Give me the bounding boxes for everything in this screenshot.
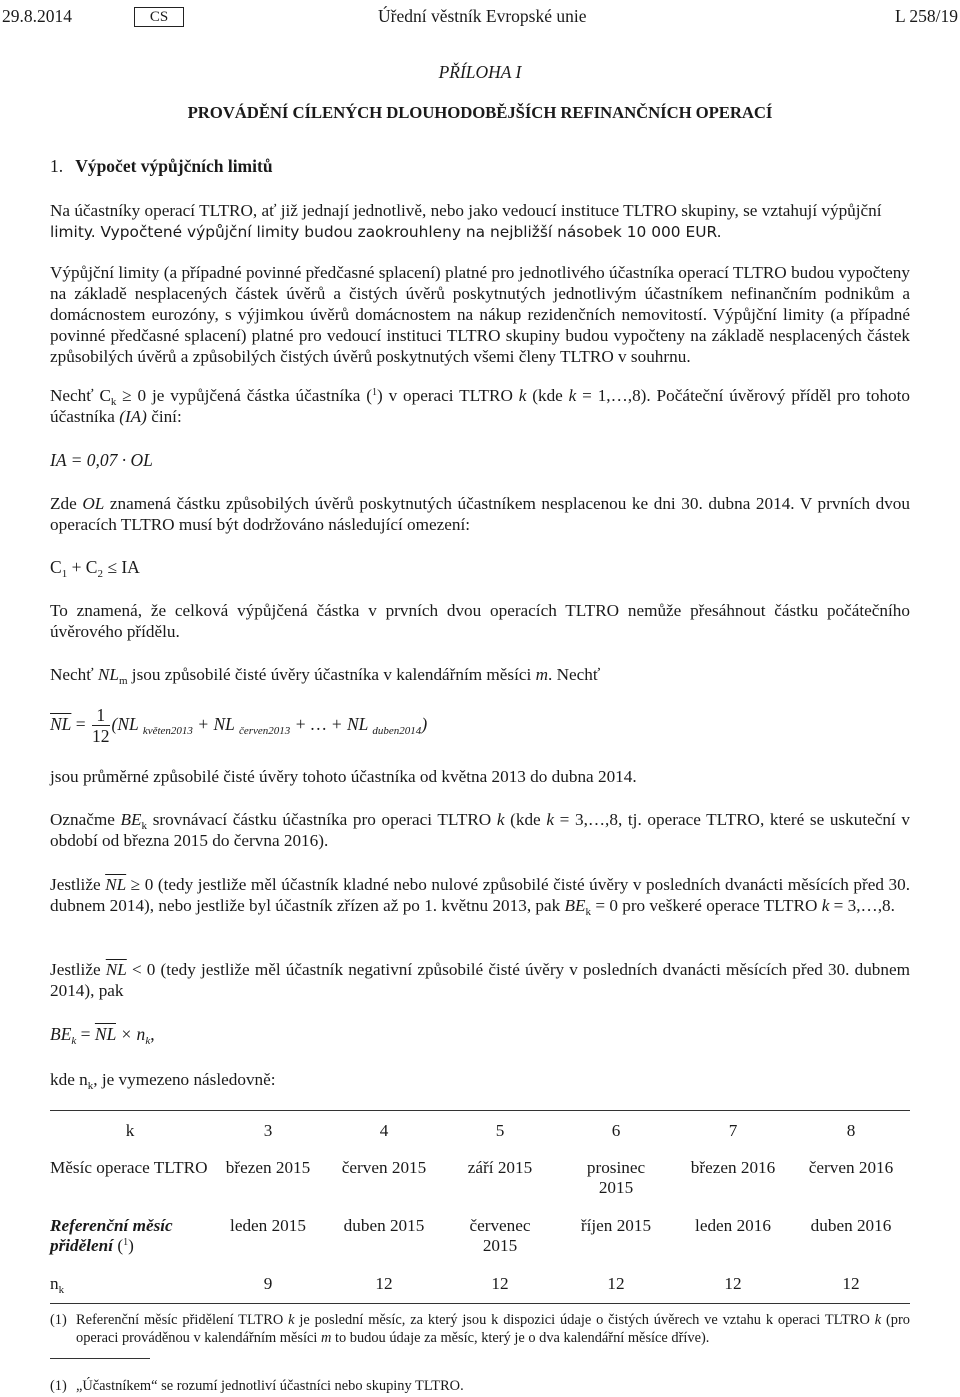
- text-run: (kde: [504, 810, 547, 829]
- fraction: [92, 706, 110, 746]
- annex-label: PŘÍLOHA I: [438, 62, 522, 82]
- reference-month-cell: leden 2016: [695, 1216, 771, 1235]
- text-run: Referenční měsíc přidělení TLTRO: [76, 1312, 289, 1328]
- operation-month-cell: září 2015: [467, 1158, 533, 1177]
- footnote-ref[interactable]: 1: [123, 1237, 129, 1248]
- text-run: + NL: [192, 714, 239, 735]
- text-run: = 0 pro veškeré operace TLTRO: [591, 896, 822, 915]
- text-run: < 0 (tedy jestliže měl účastník negativní způsobilé čisté úvěry v posledních dvanácti měsících před 30. dubnem 2014), pak: [50, 960, 910, 1000]
- text-run: =: [76, 1024, 95, 1044]
- equation-constraint: [50, 557, 140, 578]
- paragraph-3: [50, 385, 910, 427]
- table-footnote: [50, 1311, 910, 1347]
- text-run: ≤ IA: [102, 557, 140, 577]
- text-run: znamená částku způsobilých úvěrů poskytnutých účastníkem nesplacenou ke dni 30. dubna 2014. V prvních dvou operacích TLTRO musí být dodržováno následující omezení:: [50, 494, 910, 534]
- text-run: je poslední měsíc, za který jsou k dispozici údaje o čistých úvěrech ve vztahu k operaci TLTRO: [294, 1312, 875, 1328]
- language-badge: CS: [134, 7, 184, 27]
- subscript: k: [58, 1284, 65, 1296]
- text-run: ): [421, 714, 428, 735]
- footnote-ref[interactable]: 1: [372, 387, 377, 398]
- paragraph-1-line-1: Na účastníky operací TLTRO, ať již jednají jednotlivě, nebo jako vedoucí instituce TLTRO skupiny, se vztahují výpůjční: [50, 201, 882, 220]
- k-cell: 3: [263, 1121, 273, 1140]
- nk-cell: 12: [491, 1274, 509, 1293]
- paragraph-10: [50, 959, 910, 1001]
- subscript: k: [71, 1035, 77, 1047]
- equation-average-net-lending: [50, 706, 427, 746]
- nk-label-text: n: [50, 1274, 59, 1293]
- subscript: m: [118, 675, 128, 687]
- subscript: k: [110, 396, 117, 408]
- footnote-mark: (1): [50, 1378, 67, 1394]
- text-run: ,: [150, 1024, 155, 1044]
- text-run: (kde: [526, 386, 569, 405]
- equation-benchmark: [50, 1024, 155, 1045]
- nk-cell: 12: [724, 1274, 742, 1293]
- k-cell: 5: [495, 1121, 505, 1140]
- numerator: 1: [92, 706, 110, 726]
- nk-cell: 9: [263, 1274, 273, 1293]
- reference-month-cell: duben 2015: [343, 1216, 425, 1235]
- subscript: červen2013: [238, 725, 291, 738]
- k-cell: 6: [611, 1121, 621, 1140]
- reference-month-cell: červenec 2015: [469, 1216, 531, 1255]
- paragraph-1: [50, 200, 910, 243]
- paragraph-2: Výpůjční limity (a případné povinné předčasné splacení) platné pro jednotlivého účastníka operací TLTRO budou vypočteny na základě nesplacených částek úvěrů a čistých úvěrů poskytnutých jednotlivým účastníkem nefinančním podnikům a domácnostem eurozóny, s výjimkou úvěrů domácnostem na nákup rezidenčních nemovitostí. Výpůjční limity (a případné povinné předčasné splacení) platné pro vedoucí instituci TLTRO skupiny budou vypočteny na základě nesplacených částek způsobilých úvěrů a způsobilých čistých úvěrů poskytnutých všemi členy TLTRO v souhrnu.: [50, 263, 910, 366]
- publication-date: 29.8.2014: [2, 6, 72, 26]
- nk-label: [50, 1274, 210, 1310]
- footnote-mark: (1): [50, 1312, 67, 1328]
- operation-month-label: Měsíc operace TLTRO: [50, 1158, 208, 1177]
- variable: BE: [120, 810, 142, 829]
- paragraph-5: To znamená, že celková výpůjčená částka v prvních dvou operacích TLTRO nemůže přesáhnout částku počátečního úvěrového přídělu.: [50, 601, 910, 641]
- page-footnote: [50, 1377, 910, 1395]
- text-run: Zde: [50, 494, 83, 513]
- text-run: C: [50, 557, 62, 577]
- variable: k: [496, 810, 505, 829]
- subscript: květen2013: [142, 725, 193, 738]
- variable: k: [568, 386, 577, 405]
- paragraph-6: [50, 664, 910, 685]
- variable: NL: [97, 665, 119, 684]
- variable: k: [288, 1312, 295, 1328]
- text-run: Nechť C: [50, 386, 111, 405]
- variable: k: [821, 896, 830, 915]
- paragraph-7: jsou průměrné způsobilé čisté úvěry tohoto účastníka od května 2013 do dubna 2014.: [50, 767, 637, 786]
- variable: m: [320, 1330, 332, 1346]
- text-run: Jestliže: [50, 875, 106, 894]
- operation-month-cell: červen 2016: [808, 1158, 894, 1177]
- operation-month-cell: červen 2015: [341, 1158, 427, 1177]
- text-run: Nechť: [50, 665, 98, 684]
- text-run: =: [71, 714, 91, 735]
- k-cell: 8: [846, 1121, 856, 1140]
- subscript: k: [141, 820, 148, 832]
- subscript: k: [585, 906, 592, 918]
- table-row-nk: [50, 1274, 910, 1310]
- page-footnote-text: „Účastníkem“ se rozumí jednotliví účastníci nebo skupiny TLTRO.: [76, 1378, 464, 1394]
- variable: $\overline{NL}$: [94, 1024, 116, 1044]
- variable: BE: [50, 1024, 72, 1044]
- operation-month-cell: březen 2016: [690, 1158, 776, 1177]
- paragraph-11: [50, 1069, 910, 1090]
- journal-title: Úřední věstník Evropské unie: [378, 6, 587, 26]
- variable: (IA): [119, 407, 147, 426]
- operation-month-cell: prosinec 2015: [586, 1158, 646, 1197]
- reference-month-label-text: Referenční měsíc přidělení: [50, 1216, 173, 1255]
- variable: $\overline{NL}$: [50, 714, 72, 735]
- text-run: ) v operaci TLTRO: [377, 386, 519, 405]
- text-run: = 3,…,8.: [829, 896, 895, 915]
- text-run: Označme: [50, 810, 121, 829]
- subscript: 1: [61, 568, 68, 580]
- denominator: 12: [92, 726, 110, 746]
- table-bottom-rule: [50, 1303, 910, 1304]
- variable: k: [546, 810, 554, 829]
- text-run: . Nechť: [548, 665, 601, 684]
- reference-month-cell: duben 2016: [810, 1216, 892, 1235]
- paragraph-9: [50, 874, 910, 916]
- page-reference: L 258/19: [894, 6, 958, 26]
- paragraph-8: [50, 809, 910, 851]
- variable: OL: [82, 494, 105, 513]
- operation-month-cell: březen 2015: [225, 1158, 311, 1177]
- variable: BE: [564, 896, 586, 915]
- text-run: × n: [116, 1024, 146, 1044]
- paragraph-4: [50, 493, 910, 535]
- text-run: = 1,…,8). Počáteční úvěrový příděl pro tohoto účastníka: [50, 386, 910, 426]
- text-run: , je vymezeno následovně:: [93, 1070, 276, 1089]
- variable: k: [518, 386, 527, 405]
- variable: $\overline{NL}$: [105, 875, 127, 894]
- k-cell: 7: [728, 1121, 738, 1140]
- text-run: ≥ 0 je vypůjčená částka účastníka (: [116, 386, 372, 405]
- subscript: k: [87, 1080, 94, 1092]
- text-run: činí:: [146, 407, 182, 426]
- text-run: (NL: [111, 714, 143, 735]
- subscript: k: [145, 1035, 151, 1047]
- paragraph-1-line-2: limity. Vypočtené výpůjční limity budou zaokrouhleny na nejbližší násobek 10 000 EUR.: [50, 223, 722, 241]
- section-title: Výpočet výpůjčních limitů: [75, 156, 273, 176]
- text-run: ≥ 0 (tedy jestliže měl účastník kladné nebo nulové způsobilé čisté úvěry v posledních dvanácti měsících před 30. dubnem 2014), nebo jestliže byl účastník zřízen až po 1. květnu 2013, pak: [50, 875, 910, 915]
- text-run: jsou způsobilé čisté úvěry účastníka v kalendářním měsíci: [127, 665, 536, 684]
- reference-month-cell: říjen 2015: [580, 1216, 652, 1235]
- k-header-cell: k: [125, 1121, 135, 1140]
- subscript: 2: [97, 568, 103, 580]
- table-footnote-text: [76, 1311, 910, 1347]
- reference-month-cell: leden 2015: [230, 1216, 306, 1235]
- table-row-k: [50, 1111, 910, 1158]
- text-run: Jestliže: [50, 960, 106, 979]
- text-run: (pro operaci prováděnou v kalendářním měsíci: [76, 1312, 910, 1346]
- reference-month-label: Referenční měsíc přidělení ($^1$): [50, 1216, 173, 1255]
- text-run: to budou údaje za měsíc, který je o dva kalendářní měsíce dříve).: [331, 1330, 710, 1346]
- text-run: + … + NL: [290, 714, 373, 735]
- subscript: duben2014: [372, 725, 422, 738]
- variable: k: [874, 1312, 882, 1328]
- text-run: kde n: [50, 1070, 88, 1089]
- nk-cell: 12: [607, 1274, 625, 1293]
- variable: $\overline{NL}$: [105, 960, 127, 979]
- footnote-separator: [50, 1358, 150, 1359]
- page-header: [0, 4, 960, 28]
- annex-title: PROVÁDĚNÍ CÍLENÝCH DLOUHODOBĚJŠÍCH REFINANČNÍCH OPERACÍ: [187, 103, 773, 122]
- equation-initial-allotment: IA = 0,07 · OL: [50, 450, 153, 470]
- nk-cell: 12: [375, 1274, 393, 1293]
- section-number: 1.: [50, 156, 64, 176]
- table-row-reference-month: [50, 1216, 910, 1274]
- text-run: + C: [67, 557, 98, 577]
- k-cell: 4: [379, 1121, 389, 1140]
- section-heading: [50, 156, 273, 177]
- nk-cell: 12: [842, 1274, 860, 1293]
- nk-table: [50, 1111, 910, 1310]
- text-run: = 3,…,8, tj. operace TLTRO, které se uskuteční v období od března 2015 do června 2016).: [50, 810, 910, 850]
- table-row-operation-month: [50, 1158, 910, 1216]
- text-run: srovnávací částku účastníka pro operaci TLTRO: [147, 810, 497, 829]
- variable: m: [535, 665, 549, 684]
